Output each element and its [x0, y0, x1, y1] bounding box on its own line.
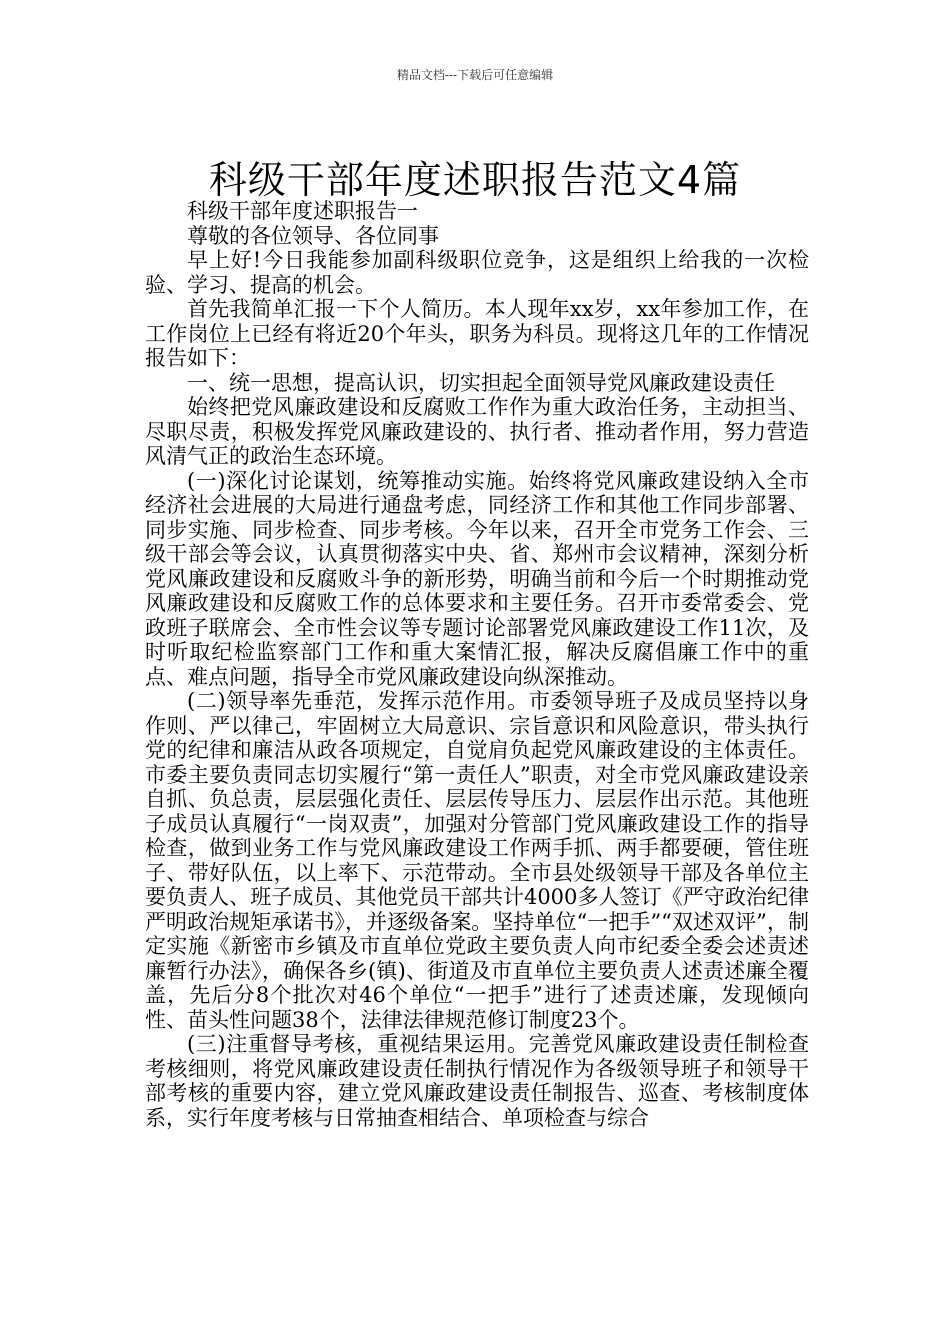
paragraph-subsection-1: (一)深化讨论谋划，统筹推动实施。始终将党风廉政建设纳入全市经济社会进展的大局进行通盘考虑，同经济工作和其他工作同步部署、同步实施、同步检查、同步考核。今年以来，召开全市党务工作会、三级干部会等会议，认真贯彻落实中央、省、郑州市会议精神，深刻分析党风廉政建设和反腐败斗争的新形势，明确当前和今后一个时期推动党风廉政建设和反腐败工作的总体要求和主要任务。召开市委常委会、党政班子联席会、全市性会议等专题讨论部署党风廉政建设工作11次，及时听取纪检监察部门工作和重大案情汇报，解决反腐倡廉工作中的重点、难点问题，指导全市党风廉政建设向纵深推动。	[145, 468, 809, 689]
paragraph-resume: 首先我简单汇报一下个人简历。本人现年xx岁，xx年参加工作，在工作岗位上已经有将近20个年头，职务为科员。现将这几年的工作情况报告如下：	[145, 297, 809, 370]
document-title: 科级干部年度述职报告范文4篇	[208, 158, 742, 203]
paragraph-greeting: 早上好!今日我能参加副科级职位竞争，这是组织上给我的一次检验、学习、提高的机会。	[145, 248, 809, 297]
page-header-note: 精品文档---下载后可任意编辑	[396, 68, 554, 82]
salutation: 尊敬的各位领导、各位同事	[187, 223, 439, 248]
document-body	[145, 199, 809, 1130]
paragraph-overview: 始终把党风廉政建设和反腐败工作作为重大政治任务，主动担当、尽职尽责，积极发挥党风廉政建设的、执行者、推动者作用，努力营造风清气正的政治生态环境。	[145, 395, 809, 468]
paragraph-subsection-3: (三)注重督导考核，重视结果运用。完善党风廉政建设责任制检查考核细则，将党风廉政建设责任制执行情况作为各级领导班子和领导干部考核的重要内容，建立党风廉政建设责任制报告、巡查、考核制度体系，实行年度考核与日常抽查相结合、单项检查与综合	[145, 1032, 809, 1130]
paragraph-subsection-2: (二)领导率先垂范，发挥示范作用。市委领导班子及成员坚持以身作则、严以律己，牢固树立大局意识、宗旨意识和风险意识，带头执行党的纪律和廉洁从政各项规定，自觉肩负起党风廉政建设的主体责任。市委主要负责同志切实履行“第一责任人”职责，对全市党风廉政建设亲自抓、负总责，层层强化责任、层层传导压力、层层作出示范。其他班子成员认真履行“一岗双责”，加强对分管部门党风廉政建设工作的指导检查，做到业务工作与党风廉政建设工作两手抓、两手都要硬，管住班子、带好队伍，以上率下、示范带动。全市县处级领导干部及各单位主要负责人、班子成员、其他党员干部共计4000多人签订《严守政治纪律严明政治规矩承诺书》，并逐级备案。坚持单位“一把手”“双述双评”，制定实施《新密市乡镇及市直单位党政主要负责人向市纪委全委会述责述廉暂行办法》，确保各乡(镇)、街道及市直单位主要负责人述责述廉全覆盖，先后分8个批次对46个单位“一把手”进行了述责述廉，发现倾向性、苗头性问题38个，法律法律规范修订制度23个。	[145, 689, 809, 1032]
section-heading-part-one: 一、统一思想，提高认识，切实担起全面领导党风廉政建设责任	[187, 370, 775, 395]
section-heading-report-one: 科级干部年度述职报告一	[187, 199, 418, 223]
